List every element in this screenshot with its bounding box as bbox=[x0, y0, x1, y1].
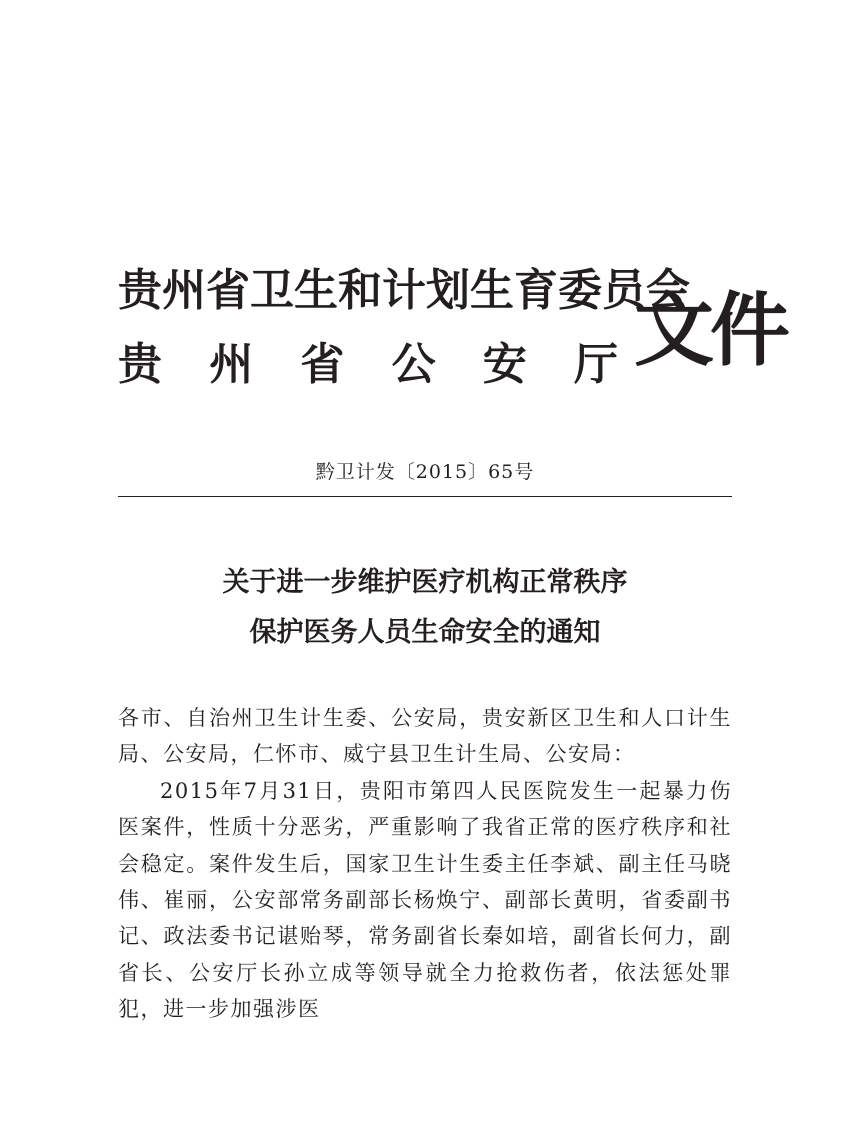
addressees-paragraph: 各市、自治州卫生计生委、公安局，贵安新区卫生和人口计生局、公安局，仁怀市、威宁县卫生计生局、公安局： bbox=[118, 706, 732, 767]
issuing-agency-public-security: 贵 州 省 公 安 厅 bbox=[118, 339, 618, 390]
document-type-label: 文件 bbox=[634, 284, 786, 377]
header-divider bbox=[118, 496, 732, 497]
document-number: 黔卫计发〔2015〕65号 bbox=[315, 461, 535, 483]
issuing-agency-health-commission: 贵州省卫生和计划生育委员会 bbox=[118, 265, 690, 316]
document-body bbox=[118, 700, 732, 1028]
body-paragraph-1: 2015年7月31日，贵阳市第四人民医院发生一起暴力伤医案件，性质十分恶劣，严重影响了我省正常的医疗秩序和社会稳定。案件发生后，国家卫生计生委主任李斌、副主任马晓伟、崔丽，公安部常务副部长杨焕宁、副部长黄明，省委副书记、政法委书记谌贻琴，常务副省长秦如培，副省长何力，副省长、公安厅长孙立成等领导就全力抢救伤者，依法惩处罪犯，进一步加强涉医 bbox=[118, 778, 732, 1022]
document-title-line-1: 关于进一步维护医疗机构正常秩序 bbox=[222, 567, 628, 598]
document-title-line-2: 保护医务人员生命安全的通知 bbox=[249, 617, 601, 648]
